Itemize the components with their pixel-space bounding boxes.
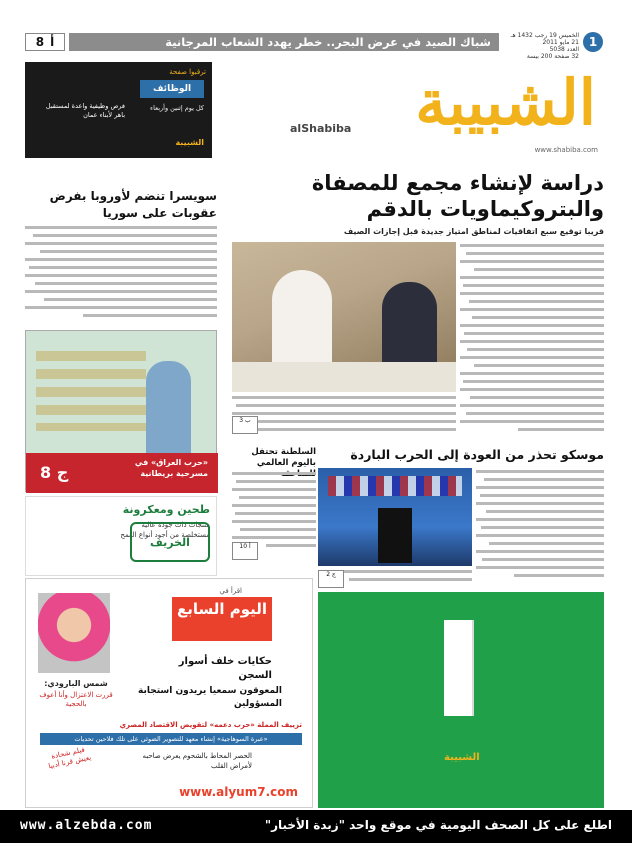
cartoon-tanks (36, 351, 146, 431)
photo-table (232, 362, 456, 392)
tahin-ad-line-2: مستخلصة من أجود أنواع القمح (120, 531, 210, 539)
alyum7-strip-2: «عبرة السوهاجية» إنشاء معهد للتصوير الضوئي على تلك فلاحين تحديات (40, 733, 302, 745)
swiss-story-text (25, 226, 217, 326)
alyum7-url[interactable]: www.alyum7.com (179, 785, 298, 799)
date-line-2: 21 مايو 2011 (542, 39, 579, 46)
main-subhead: قريبا توقيع سبع اتفاقيات لمناطق امتياز جديدة قبل إجازات الصيف (343, 227, 604, 236)
jobs-ad-caption: فرص وظيفية واعدة لمستقبل باهر لأبناء عمان (45, 102, 125, 119)
jobs-ad[interactable] (25, 62, 212, 158)
main-story-text-row (232, 396, 456, 442)
page-ref-badge-3: ج 2 (318, 570, 344, 588)
alyum7-person-desc: قررت الاعتزال وأنا أعوف بالحجية (39, 691, 113, 708)
page-number: 8 (35, 35, 45, 49)
alyum7-headline-1: حكايات خلف أسوار السجن (178, 656, 272, 681)
main-headline[interactable] (232, 170, 604, 222)
cartoon-page-ref: 8 ج (40, 463, 69, 482)
green-ad-logo: الشبيبة (444, 752, 480, 763)
alyum7-portrait (38, 593, 110, 673)
alyum7-ad[interactable] (25, 578, 313, 808)
cartoon-feature[interactable] (25, 330, 217, 492)
tahin-ad-line-1: منتجات ذات جودة عالية (141, 521, 210, 529)
masthead-logo-latin: alShabiba (290, 122, 352, 135)
alyum7-logo: اليوم السابع (172, 597, 272, 641)
alyum7-headline-2: المعوقون سمعيا يريدون استجابة المسؤولين (138, 686, 282, 709)
signing-photo (232, 242, 456, 392)
green-ad-white-bar (444, 620, 474, 716)
alyum7-strip-1: تزييف المملة «حرب دعمه» لتقويض الاقتصاد المصري (119, 721, 302, 729)
masthead (232, 66, 604, 161)
alyum7-tag: فيلم شحادة يعيش قرنا أدبيا (47, 745, 92, 771)
main-headline-line-1: دراسة لإنشاء مجمع للمصفاة (311, 171, 604, 195)
page-ref-badge-2: 10 أ (232, 542, 258, 560)
moscow-headline[interactable]: موسكو تحذر من العودة إلى الحرب الباردة (350, 447, 604, 462)
tahin-ad-title: طحين ومعكرونة (122, 503, 210, 516)
newspaper-page (20, 22, 612, 810)
alzebda-slogan: اطلع على كل الصحف اليومية في موقع واحد "زبدة الأخبار" (264, 818, 612, 832)
jobs-ad-tag: ترقبوا صفحة (169, 68, 206, 76)
masthead-url[interactable]: www.shabiba.com (534, 146, 598, 154)
alzebda-url[interactable]: www.alzebda.com (20, 818, 153, 833)
masthead-logo: الشبيبة (415, 66, 596, 139)
date-line-4: 32 صفحة 200 بيسة (526, 53, 579, 60)
main-story-text-column (460, 244, 604, 442)
page-letter: أ (50, 35, 55, 49)
top-bar (25, 32, 603, 60)
tahin-ad[interactable] (25, 496, 217, 576)
date-line-3: العدد 5038 (549, 46, 579, 53)
jobs-ad-schedule: كل يوم إثنين وأربعاء (150, 104, 204, 112)
green-ad[interactable] (318, 592, 604, 808)
main-headline-line-2: والبتروكيماويات بالدقم (366, 197, 604, 221)
page-ref-badge-1: ب 3 (232, 416, 258, 434)
alyum7-block: الحصر المحاط بالشحوم يعرض صاحبه لأمراض القلب (142, 752, 252, 770)
jobs-ad-title: الوظائف (140, 80, 204, 98)
date-box (503, 32, 583, 60)
edition-circle-badge: 1 (583, 32, 603, 52)
page-number-box (25, 33, 65, 51)
moscow-photo (318, 468, 472, 566)
heritage-headline[interactable]: السلطنة تحتفل باليوم العالمي (251, 447, 316, 468)
alyum7-read-label: اقرأ في (219, 587, 242, 595)
jobs-ad-logo: الشبيبة (175, 138, 204, 147)
moscow-story-text (476, 470, 604, 586)
tahin-ad-brand-logo: الخريف (130, 522, 210, 562)
swiss-headline[interactable]: سويسرا تنضم لأوروبا بفرض عقوبات على سوريا (49, 189, 217, 220)
top-headline: شباك الصيد في عرض البحر.. خطر يهدد الشعاب المرجانية (69, 33, 499, 51)
bottom-promo-strip (0, 810, 632, 843)
alyum7-person-name: شمس البارودي: (44, 679, 108, 688)
cartoon-caption: «حرب العراق» في مسرحية بريطانية (134, 458, 208, 478)
moscow-photo-flags (328, 476, 462, 496)
date-line-1: الخميس 19 رجب 1432 هـ (510, 32, 579, 39)
moscow-photo-podium (378, 508, 412, 563)
